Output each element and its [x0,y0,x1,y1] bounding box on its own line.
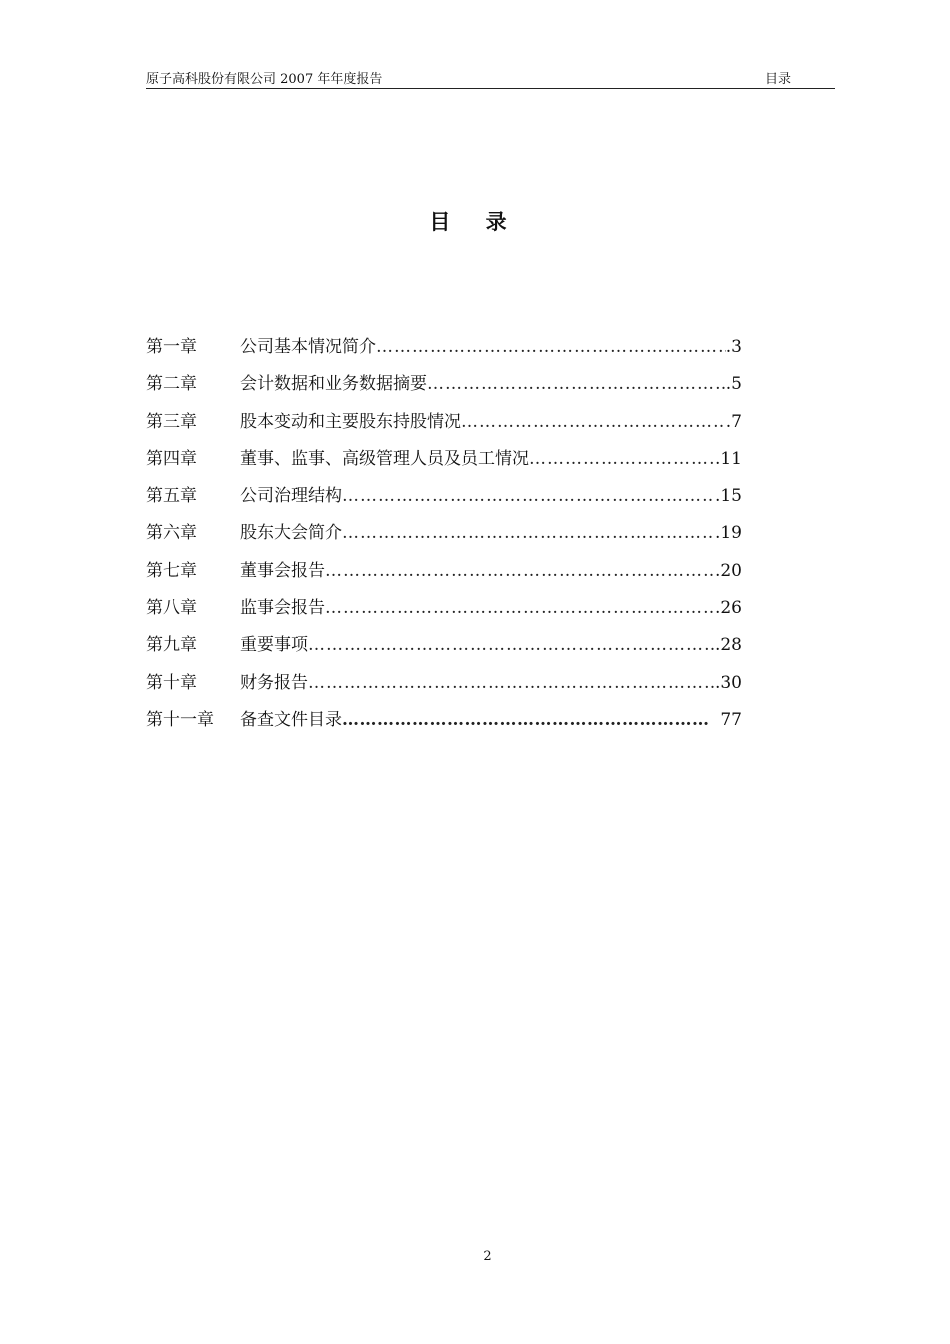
toc-title: 监事会报告 [240,598,325,619]
toc-chapter: 第十一章 [146,709,214,730]
toc-title: 财务报告 [240,672,308,693]
toc-entry-4[interactable] [146,446,766,483]
toc-page: .11 [714,448,742,469]
toc-title: 公司治理结构 [240,486,342,507]
toc-title: 股东大会简介 [240,523,342,544]
toc-leader-dots [308,632,715,658]
toc-leader-dots [427,371,726,397]
toc-leader-dots [325,595,715,621]
toc-title: 董事会报告 [240,560,325,581]
toc-leader-dots [376,334,726,360]
header-report-title: 原子高科股份有限公司 2007 年年度报告 [146,72,383,87]
toc-chapter: 第五章 [146,486,197,507]
toc-title: 重要事项 [240,635,308,656]
toc-entry-8[interactable] [146,595,766,632]
toc-title: 备查文件目录 [240,709,342,730]
toc-title: 会计数据和业务数据摘要 [240,374,427,395]
page-title: 目 录 [429,210,521,234]
toc-entry-9[interactable] [146,632,766,669]
toc-entry-7[interactable] [146,558,766,595]
toc-entry-6[interactable] [146,520,766,557]
toc-entry-3[interactable] [146,409,766,446]
toc-title: 公司基本情况简介 [240,337,376,357]
toc-page: .30 [714,672,742,693]
toc-page: .15 [714,486,742,507]
toc-entry-5[interactable] [146,483,766,520]
header-section-label: 目录 [764,72,791,87]
toc-title: 董事、监事、高级管理人员及员工情况 [240,448,529,469]
page-number: 2 [483,1249,492,1264]
toc-leader-dots [342,520,715,546]
toc-page: .7 [725,411,742,432]
toc-chapter: 第六章 [146,523,197,544]
toc-chapter: 第八章 [146,598,197,619]
toc-chapter: 第七章 [146,560,197,581]
toc-chapter: 第四章 [146,448,197,469]
toc-leader-dots [308,670,715,696]
toc-leader-dots [342,707,710,733]
toc-chapter: 第二章 [146,374,197,395]
toc-page: .20 [714,560,742,581]
toc-entry-11[interactable] [146,707,766,735]
page-header [146,66,835,89]
toc-chapter: 第十章 [146,672,197,693]
table-of-contents [146,334,766,735]
toc-entry-2[interactable] [146,371,766,408]
toc-entry-1[interactable] [146,334,766,371]
toc-page: .5 [725,374,742,395]
toc-leader-dots [325,558,715,584]
toc-page: 77 [720,709,742,730]
toc-leader-dots [529,446,715,472]
toc-page: .19 [714,523,742,544]
toc-chapter: 第一章 [146,337,197,357]
toc-page: .26 [714,598,742,619]
toc-chapter: 第九章 [146,635,197,656]
toc-chapter: 第三章 [146,411,197,432]
toc-leader-dots [461,409,726,435]
toc-entry-10[interactable] [146,670,766,707]
toc-page: .3 [725,337,742,357]
toc-leader-dots [342,483,715,509]
toc-title: 股本变动和主要股东持股情况 [240,411,461,432]
toc-page: .28 [714,635,742,656]
